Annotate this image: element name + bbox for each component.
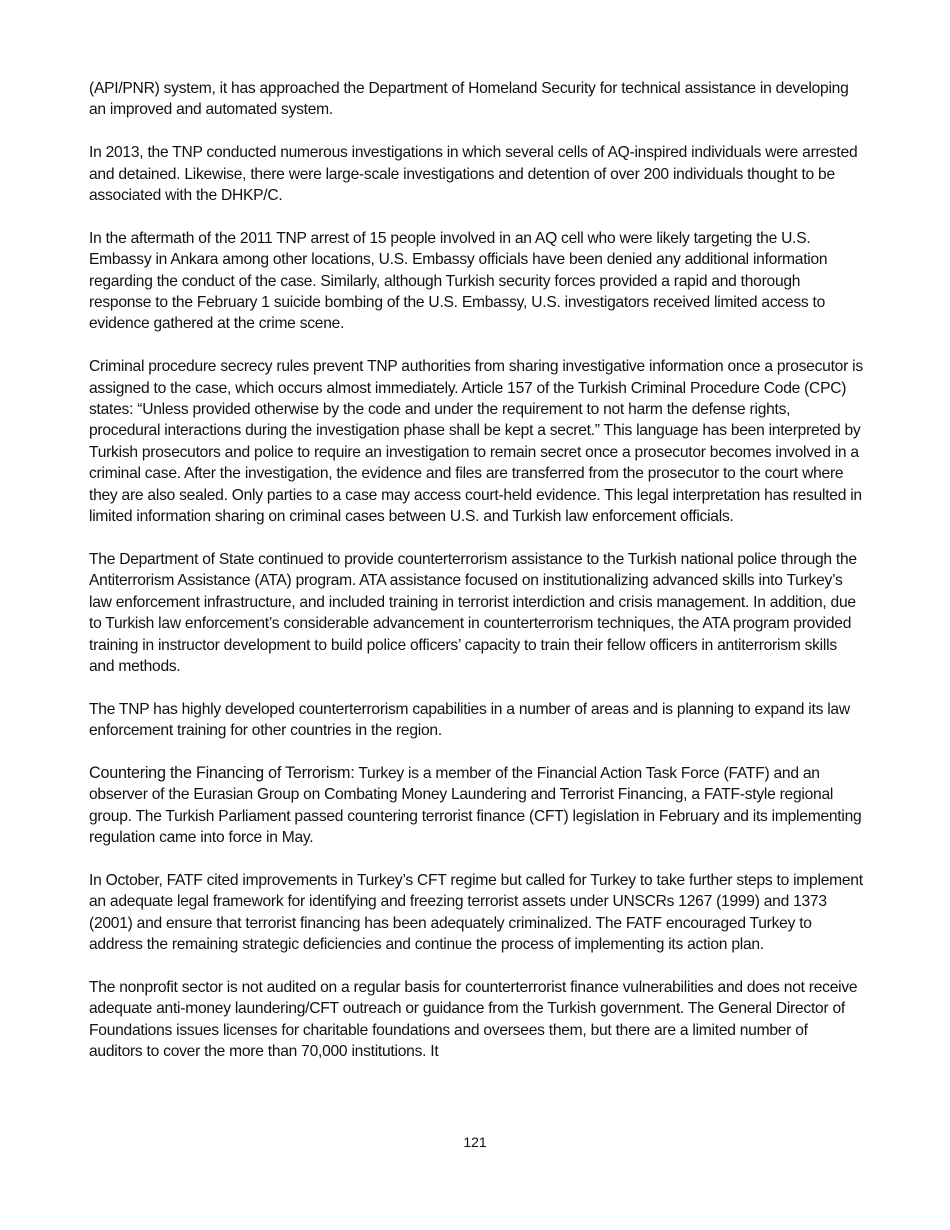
page-number: 121	[463, 1134, 487, 1150]
paragraph-tnp-capabilities: The TNP has highly developed counterterrorism capabilities in a number of areas and is planning to expand its law enforcement training for other countries in the region.	[89, 700, 850, 740]
paragraph-2011-arrest: In the aftermath of the 2011 TNP arrest of 15 people involved in an AQ cell who were likely targeting the U.S. Embassy in Ankara among other locations, U.S. Embassy officials have been denied any additional information regarding the conduct of the case. Similarly, although Turkish security forces provided a rapid and thorough response to the February 1 suicide bombing of the U.S. Embassy, U.S. investigators received limited access to evidence gathered at the crime scene.	[89, 229, 828, 333]
paragraph-2013-investigations: In 2013, the TNP conducted numerous investigations in which several cells of AQ-inspired individuals were arrested and detained. Likewise, there were large-scale investigations and detention of over 200 individuals thought to be associated with the DHKP/C.	[89, 144, 858, 205]
paragraph-nonprofit-sector: The nonprofit sector is not audited on a regular basis for counterterrorist finance vulnerabilities and does not receive adequate anti-money laundering/CFT outreach or guidance from the Turkish government. The General Director of Foundations issues licenses for charitable foundations and oversees them, but there are a limited number of auditors to cover the more than 70,000 institutions. It	[89, 978, 858, 1061]
document-body	[89, 78, 864, 1084]
paragraph-cft-text: Turkey is a member of the Financial Action Task Force (FATF) and an observer of the Eurasian Group on Combating Money Laundering and Terrorist Financing, a FATF-style regional group. The Turkish Parliament passed countering terrorist finance (CFT) legislation in February and its implementing regulation came into force in May.	[89, 764, 862, 847]
paragraph-ata-program: The Department of State continued to provide counterterrorism assistance to the Turkish national police through the Antiterrorism Assistance (ATA) program. ATA assistance focused on institutionalizing advanced skills into Turkey’s law enforcement infrastructure, and included training in terrorist interdiction and crisis management. In addition, due to Turkish law enforcement’s considerable advancement in counterterrorism techniques, the ATA program provided training in instructor development to build police officers’ capacity to train their fellow officers in antiterrorism skills and methods.	[89, 550, 857, 675]
paragraph-cft	[89, 763, 864, 849]
paragraph-secrecy-rules: Criminal procedure secrecy rules prevent TNP authorities from sharing investigative information once a prosecutor is assigned to the case, which occurs almost immediately. Article 157 of the Turkish Criminal Procedure Code (CPC) states: “Unless provided otherwise by the code and under the requirement to not harm the defense rights, procedural interactions during the investigation phase shall be kept a secret.” This language has been interpreted by Turkish prosecutors and police to require an investigation to remain secret once a prosecutor becomes involved in a criminal case. After the investigation, the evidence and files are transferred from the prosecutor to the court where they are also sealed. Only parties to a case may access court-held evidence. This legal interpretation has resulted in limited information sharing on criminal cases between U.S. and Turkish law enforcement officials.	[89, 358, 863, 526]
section-heading-cft: Countering the Financing of Terrorism:	[89, 763, 355, 782]
paragraph-api-pnr: (API/PNR) system, it has approached the Department of Homeland Security for technical assistance in developing an improved and automated system.	[89, 80, 849, 119]
paragraph-fatf-october: In October, FATF cited improvements in Turkey’s CFT regime but called for Turkey to take further steps to implement an adequate legal framework for identifying and freezing terrorist assets under UNSCRs 1267 (1999) and 1373 (2001) and ensure that terrorist financing has been adequately criminalized. The FATF encouraged Turkey to address the remaining strategic deficiencies and continue the process of implementing its action plan.	[89, 871, 863, 954]
